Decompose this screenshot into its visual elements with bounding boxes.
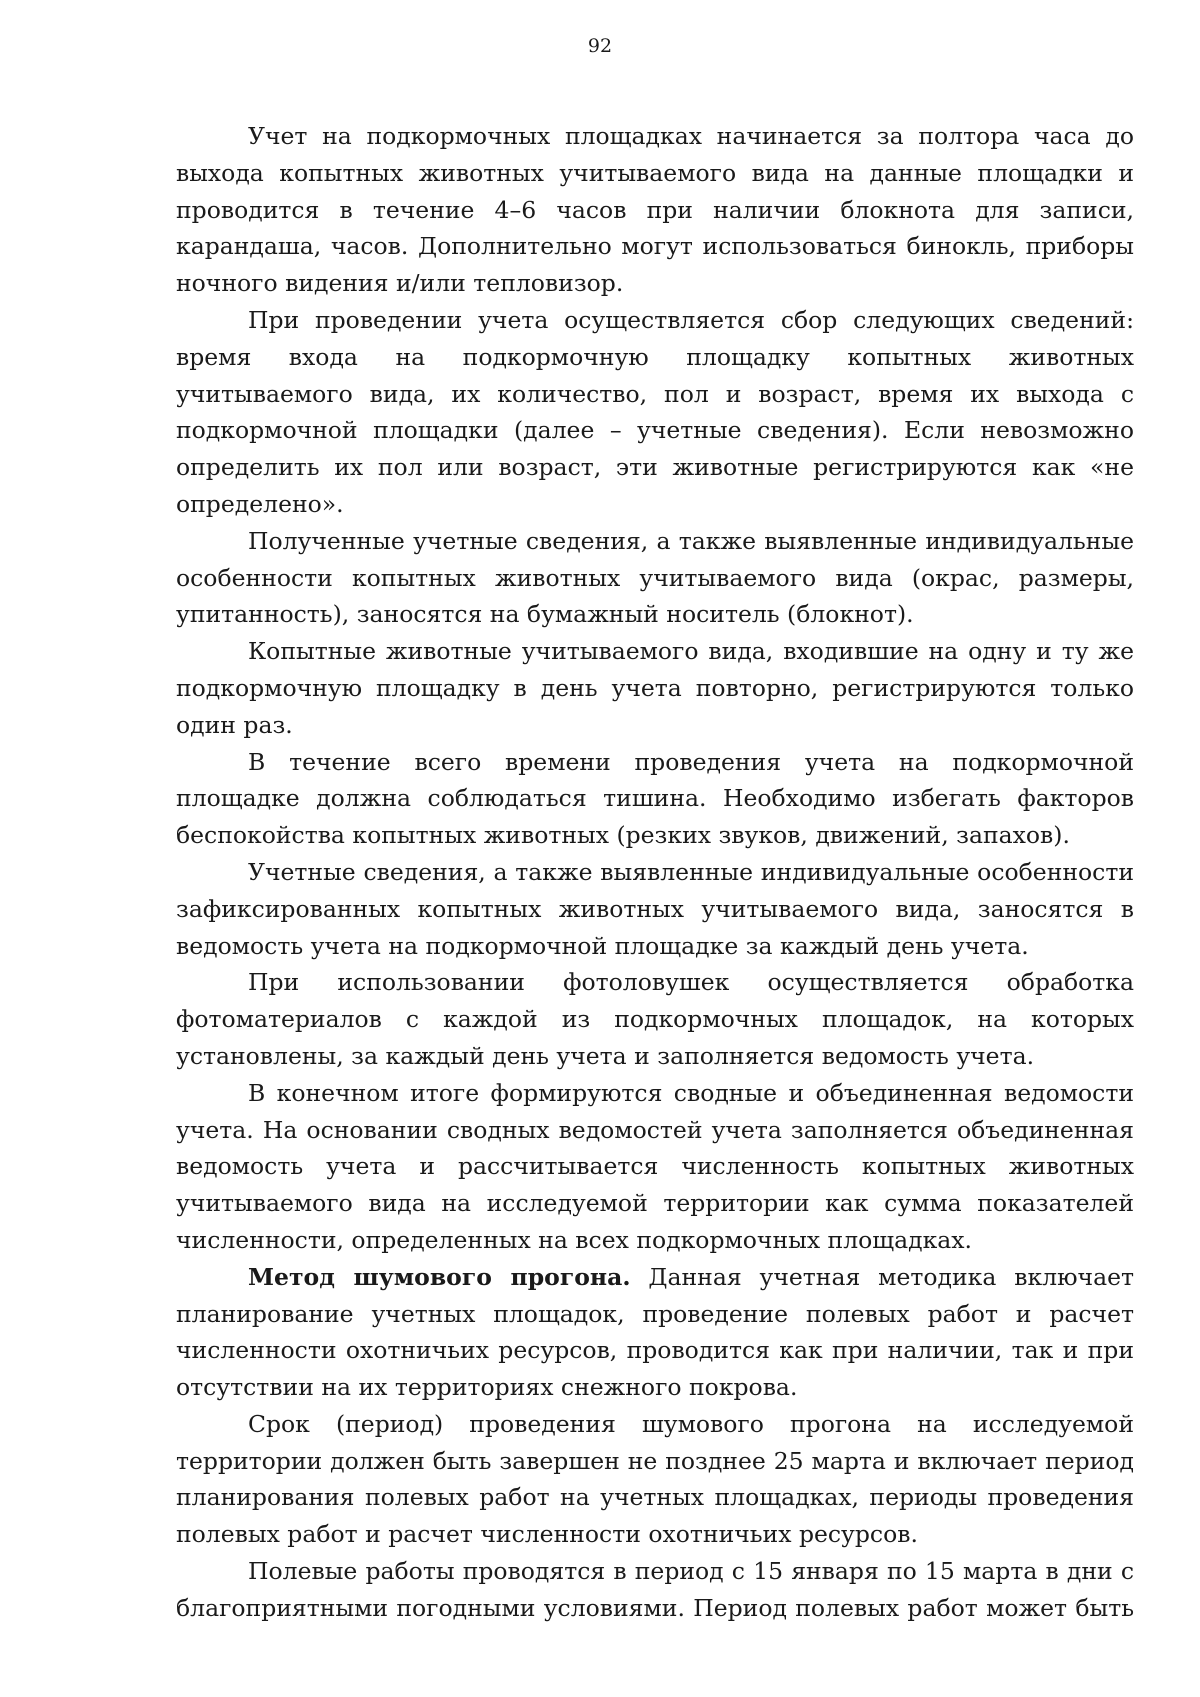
paragraph: В течение всего времени проведения учета на подкормочной площадке должна соблюдаться тишина. Необходимо избегать факторов беспокойства копытных животных (резких звуков, движений, запахов). <box>176 747 1134 850</box>
paragraph: В конечном итоге формируются сводные и объединенная ведомости учета. На основании сводных ведомостей учета заполняется объединенная ведомость учета и рассчитывается численность копытных животных учитываемого вида на исследуемой территории как сумма показателей численности, определенных на всех подкормочных площадках. <box>176 1078 1134 1254</box>
paragraph: Учетные сведения, а также выявленные индивидуальные особенности зафиксированных копытных животных учитываемого вида, заносятся в ведомость учета на подкормочной площадке за каждый день учета. <box>176 857 1134 960</box>
method-paragraph <box>176 1259 1134 1406</box>
page-number: 92 <box>587 35 613 57</box>
paragraph: При использовании фотоловушек осуществляется обработка фотоматериалов с каждой из подкормочных площадок, на которых установлены, за каждый день учета и заполняется ведомость учета. <box>176 968 1134 1070</box>
paragraph: Срок (период) проведения шумового прогона на исследуемой территории должен быть завершен не позднее 25 марта и включает период планирования полевых работ на учетных площадках, периоды проведения полевых работ и расчет численности охотничьих ресурсов. <box>176 1409 1134 1549</box>
paragraph: Копытные животные учитываемого вида, входившие на одну и ту же подкормочную площадку в день учета повторно, регистрируются только один раз. <box>176 637 1134 739</box>
document-body <box>176 118 1134 1627</box>
method-heading: Метод шумового прогона. <box>248 1262 631 1291</box>
paragraph: При проведении учета осуществляется сбор следующих сведений: время входа на подкормочную площадку копытных животных учитываемого вида, их количество, пол и возраст, время их выхода с подкормочной площадки (далее – учетные сведения). Если невозможно определить их пол или возраст, эти животные регистрируются как «не определено». <box>176 305 1134 518</box>
paragraph: Полевые работы проводятся в период с 15 января по 15 марта в дни с благоприятными погодными условиями. Период полевых работ может быть <box>176 1557 1134 1622</box>
method-text: Данная учетная методика включает планирование учетных площадок, проведение полевых работ и расчет численности охотничьих ресурсов, проводится как при наличии, так и при отсутствии на их территориях снежного покрова. <box>176 1262 1134 1402</box>
paragraph: Учет на подкормочных площадках начинается за полтора часа до выхода копытных животных учитываемого вида на данные площадки и проводится в течение 4–6 часов при наличии блокнота для записи, карандаша, часов. Дополнительно могут использоваться бинокль, приборы ночного видения и/или тепловизор. <box>176 122 1134 298</box>
paragraph: Полученные учетные сведения, а также выявленные индивидуальные особенности копытных животных учитываемого вида (окрас, размеры, упитанность), заносятся на бумажный носитель (блокнот). <box>176 526 1134 629</box>
